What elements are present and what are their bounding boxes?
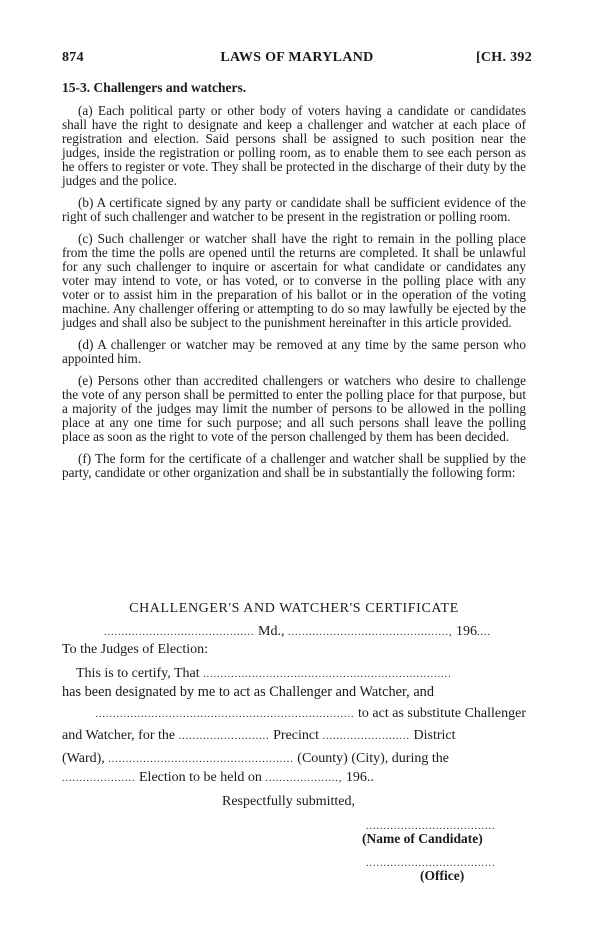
- substitute-line: [62, 706, 526, 722]
- watcher-for-text: and Watcher, for the: [62, 728, 176, 743]
- blank-line: ..........................: [178, 731, 270, 742]
- ward-line: [62, 751, 526, 767]
- paragraph-b: (b) A certificate signed by any party or candidate shall be sufficient evidence of the right of such challenger and watcher to be present in the registration or polling room.: [62, 195, 526, 224]
- paragraph-f: (f) The form for the certificate of a challenger and watcher shall be supplied by the party, candidate or other organization and shall be in substantially the following form:: [62, 451, 526, 480]
- blank-line: .....................................: [366, 821, 496, 832]
- district-label: District: [413, 728, 456, 743]
- running-title: LAWS OF MARYLAND: [220, 50, 374, 65]
- salutation: To the Judges of Election:: [62, 642, 208, 657]
- designated-line: has been designated by me to act as Challenger and Watcher, and: [62, 684, 434, 700]
- county-city-text: (County) (City), during the: [297, 751, 449, 766]
- year-prefix: 196: [455, 624, 477, 639]
- ward-label: (Ward),: [62, 751, 105, 766]
- blank-line: .....................................: [366, 858, 496, 869]
- paragraph-c: (c) Such challenger or watcher shall have the right to remain in the polling place from the time the polls are opened until the returns are completed. It shall be unlawful for any such challenger to inquire or ascertain for what candidate or candidates any voter may intend to vote, or has voted, or to converse in the polling place with any voter or to assist him in the preparation of his ballot or in the operation of the voting machine. Any challenger offering or attempting to do so may lawfully be ejected by the judges and shall also be subject to the punishment hereinafter in this article provided.: [62, 231, 526, 330]
- substitute-text: to act as substitute Challenger: [358, 706, 526, 721]
- paragraph-e: (e) Persons other than accredited challengers or watchers who desire to challenge the vote of any person shall be permitted to enter the polling place for that purpose, but a majority of the judges may limit the number of persons to be allowed in the polling place at any one time for such purpose; and all such persons shall leave the polling place as soon as the right to vote of the person challenged by them has been decided.: [62, 373, 526, 444]
- election-line: [62, 770, 526, 786]
- precinct-line: [62, 728, 526, 744]
- page-number: 874: [62, 50, 84, 65]
- certify-line: [76, 666, 526, 682]
- paragraph-a: (a) Each political party or other body of voters having a candidate or candidates shall have the right to designate and keep a challenger and watcher at each place of registration and election. Said persons shall be assigned to such position near the judges, inside the registration or polling room, as to enable them to see each person as he offers to register or vote. They shall be protected in the discharge of their duty by the judges and the police.: [62, 103, 526, 188]
- section-body: [62, 104, 526, 488]
- certify-text: This is to certify, That: [76, 666, 200, 681]
- blank-line: .....................,: [265, 773, 343, 784]
- place-date-line: [104, 624, 524, 640]
- blank-line: .......................................................................: [203, 669, 452, 680]
- chapter-label: [CH. 392: [475, 50, 532, 65]
- precinct-label: Precinct: [273, 728, 319, 743]
- paragraph-d: (d) A challenger or watcher may be removed at any time by the same person who appointed him.: [62, 337, 526, 366]
- closing-text: Respectfully submitted,: [222, 794, 355, 809]
- blank-line: ..............................................,: [287, 627, 453, 638]
- blank-line: ....: [476, 627, 491, 638]
- name-of-candidate-label: (Name of Candidate): [362, 831, 483, 846]
- year-end: 196..: [345, 770, 374, 785]
- certificate-title: CHALLENGER'S AND WATCHER'S CERTIFICATE: [129, 601, 459, 616]
- office-label: (Office): [420, 868, 465, 883]
- blank-line: ..........................................................................: [95, 709, 355, 720]
- md-label: Md.,: [258, 624, 285, 639]
- blank-line: .....................................................: [108, 754, 294, 765]
- blank-line: .........................: [322, 731, 410, 742]
- blank-line: .....................: [62, 773, 136, 784]
- section-heading: 15-3. Challengers and watchers.: [62, 80, 247, 95]
- election-text: Election to be held on: [139, 770, 262, 785]
- blank-line: ...........................................: [104, 627, 255, 638]
